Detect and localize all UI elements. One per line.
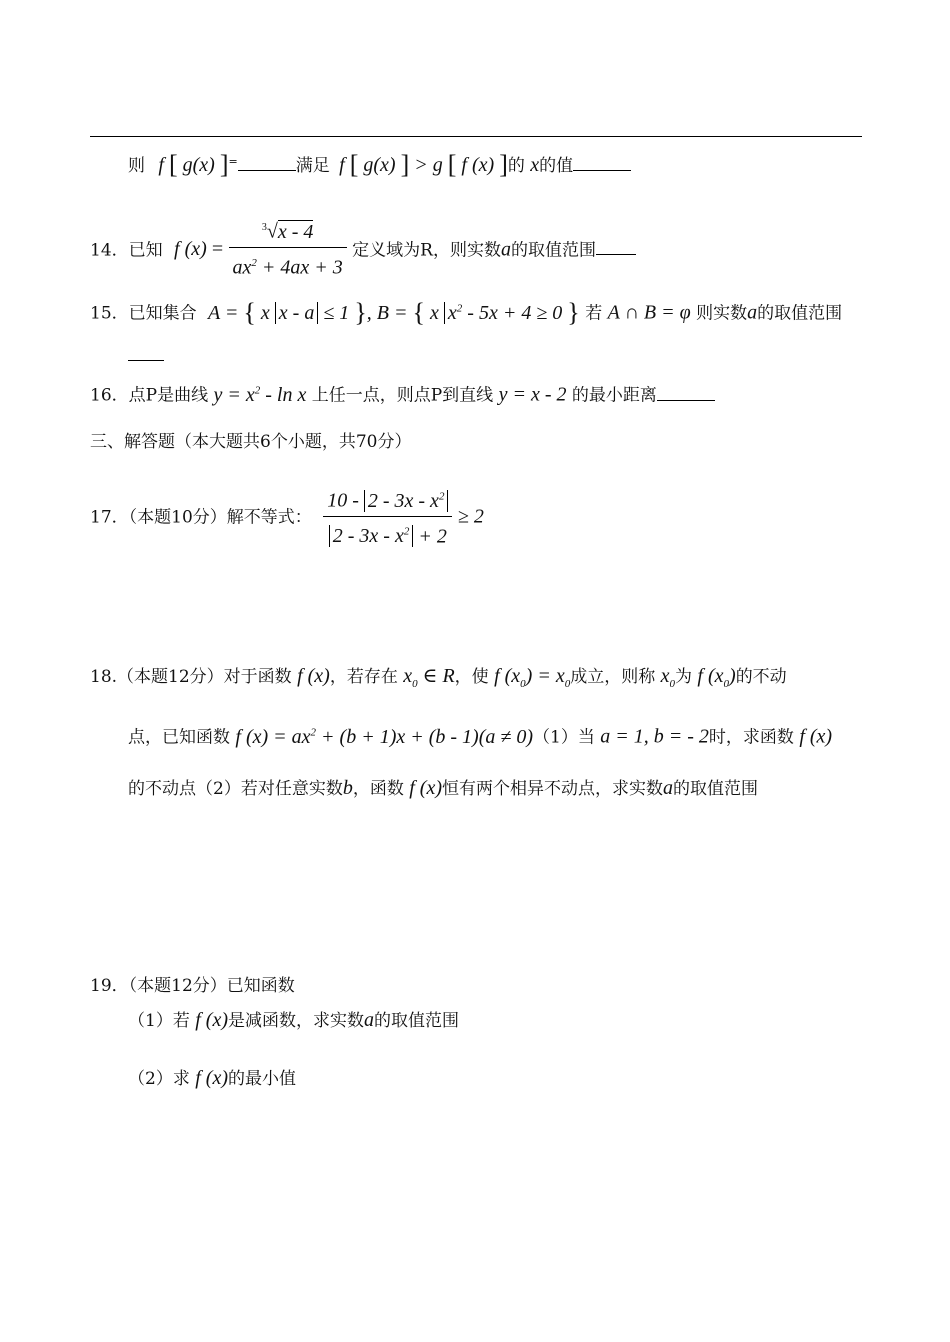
q18-line3: 的不动点（2）若对任意实数b，函数 f (x)恒有两个相异不动点，求实数a的取值范围 [128,777,758,799]
header-rule [90,136,862,137]
math-fgx: f [ g(x) ] [158,150,229,179]
math-inequality: f [ g(x) ] > g [ f (x) ] [339,150,508,179]
q13-continuation: 则 f [ g(x) ]= 满足 f [ g(x) ] > g [ f (x) ]的 x的值 [128,150,631,178]
answer-blank [657,386,715,401]
math-line: y = x - 2 [498,383,567,406]
answer-blank [573,156,631,171]
math-fx: f (x) = [174,238,224,261]
q19-part1: （1）若 f (x)是减函数，求实数a的取值范围 [128,1009,459,1031]
q18-line1: 18.（本题12分）对于函数 f (x)，若存在 $x_0$ ∈ R，使 f $(x_0) = x_0$成立，则称 $x_0$为 f $(x_0)$的不动 [90,665,787,690]
math-curve: $y = x^2 - \ln x$ [213,383,307,406]
q18-line2: 点，已知函数 f $(x) = ax^2 + (b + 1)x + (b - 1)(a \ne 0)(1)$当 a = 1, b = - 2时，求函数 f (x) [128,725,833,748]
answer-blank [128,346,164,361]
q19-title: 19．（本题12分）已知函数 [90,976,295,996]
math-fraction-domain: $\frac{^3√x - 4}{ax^2 + 4ax + 3}$ [229,216,347,279]
q16: 16．点P是曲线 $y = x^2 - \ln x$ 上任一点，则点P到直线 y = x - 2 的最小距离 [90,378,715,408]
q19-part2: （2）求 f (x)的最小值 [128,1067,296,1089]
answer-blank [238,156,296,171]
q15-blank-line [128,344,164,368]
q14: 14．已知 f (x) = $\frac{^3√x - 4}{ax^2 + 4ax + 3}$ 定义域为R，则实数a的取值范围 [90,216,636,279]
answer-blank [596,240,636,255]
math-fraction-inequality: $\frac{10 - 2 - 3x - x^2}{2 - 3x - x^2 + 2}$ [323,484,452,548]
math-intersection: A ∩ B = φ [607,301,691,324]
q15: 15．已知集合 A = { x x - a ≤ 1 }, B = { x $x^2 - 5x + 4 \ge 0$ } 若 A ∩ B = φ 则实数a的取值范围 [90,297,843,327]
section-3-title: 三、解答题（本大题共6个小题，共70分） [90,432,412,452]
math-set-A: A = { x x - a ≤ 1 }, B = { x $x^2 - 5x + 4 \ge 0$ } [208,297,580,327]
q17: 17．（本题10分）解不等式： $\frac{10 - 2 - 3x - x^2}{2 - 3x - x^2 + 2}$ ≥ 2 [90,484,484,548]
